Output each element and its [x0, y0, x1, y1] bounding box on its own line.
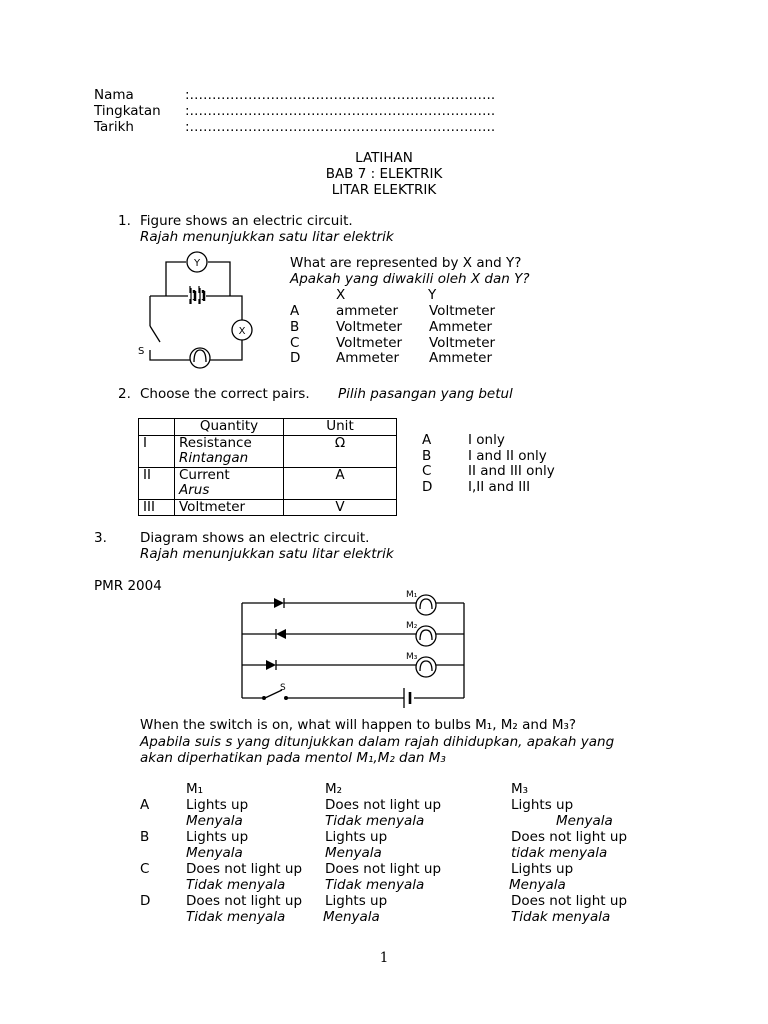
q3-option-m2-ms: Tidak menyala: [325, 813, 425, 829]
q1-label-s: S: [138, 346, 145, 357]
q3-label-s: S: [280, 683, 286, 693]
table-row: [139, 499, 397, 516]
q2-quantity-en: Current: [179, 466, 230, 483]
q3-option-m1-ms: Tidak menyala: [186, 877, 286, 893]
q3-option-m2-ms: Tidak menyala: [325, 877, 425, 893]
table-row: [139, 419, 397, 436]
q1-label-x: X: [238, 326, 246, 337]
q3-label-m3: M₃: [406, 652, 418, 662]
q3-option-m3-ms: Menyala: [556, 813, 613, 829]
field-label-tarikh: Tarikh: [94, 119, 134, 135]
q3-option-m3: Lights up: [511, 861, 574, 877]
q2-quantity-en: Resistance: [179, 434, 252, 451]
field-blank-tingkatan: :…………………………………………………………..: [185, 103, 496, 119]
title-litar: LITAR ELEKTRIK: [331, 182, 437, 198]
q2-option-text: I only: [468, 432, 505, 448]
q3-text-en: Diagram shows an electric circuit.: [140, 530, 370, 546]
q3-question-ms-2: akan diperhatikan pada mentol M₁,M₂ dan M₃: [140, 750, 446, 766]
q2-row-quantity: Voltmeter: [175, 499, 284, 516]
q2-option-text: I,II and III: [468, 479, 531, 495]
q1-option-y: Ammeter: [429, 350, 492, 366]
title-latihan: LATIHAN: [355, 150, 413, 166]
q3-option-m2-ms: Menyala: [323, 909, 380, 925]
q2-text-ms: Pilih pasangan yang betul: [338, 386, 513, 402]
q2-option-letter: A: [422, 432, 432, 448]
q1-option-x: Voltmeter: [336, 319, 403, 335]
q1-option-letter: D: [290, 350, 301, 366]
q2-row-unit: Ω: [284, 435, 397, 467]
q2-row-unit: V: [284, 499, 397, 516]
q1-col-y: Y: [428, 287, 437, 303]
q3-option-m1-ms: Menyala: [186, 813, 243, 829]
q1-option-y: Voltmeter: [429, 335, 496, 351]
q3-option-m2: Does not light up: [325, 797, 442, 813]
q3-option-m2: Lights up: [325, 829, 388, 845]
q1-circuit-diagram: [138, 246, 263, 370]
q3-option-m1-ms: Menyala: [186, 845, 243, 861]
q2-option-letter: B: [422, 448, 432, 464]
table-row: [139, 467, 397, 499]
q3-option-m3: Does not light up: [511, 893, 628, 909]
q3-question-en: When the switch is on, what will happen to bulbs M₁, M₂ and M₃?: [140, 717, 577, 733]
q1-option-letter: B: [290, 319, 300, 335]
q3-col-m3: M₃: [511, 781, 529, 797]
q1-col-x: X: [336, 287, 346, 303]
q3-col-m2: M₂: [325, 781, 343, 797]
q1-option-x: Ammeter: [336, 350, 399, 366]
q1-option-x: Voltmeter: [336, 335, 403, 351]
q2-option-text: II and III only: [468, 463, 555, 479]
q3-option-m2-ms: Menyala: [325, 845, 382, 861]
q3-option-letter: D: [140, 893, 151, 909]
q1-number: 1.: [118, 213, 131, 229]
q1-question-en: What are represented by X and Y?: [290, 255, 522, 271]
q3-option-m1: Does not light up: [186, 893, 303, 909]
q3-circuit-diagram: [236, 588, 472, 710]
q2-row-no: I: [139, 435, 175, 467]
q3-option-m3: Lights up: [511, 797, 574, 813]
q3-col-m1: M₁: [186, 781, 204, 797]
q3-option-letter: B: [140, 829, 150, 845]
q2-quantity-ms: Arus: [179, 482, 210, 498]
q2-row-quantity: [175, 467, 284, 499]
field-label-nama: Nama: [94, 87, 134, 103]
q2-row-no: III: [139, 499, 175, 516]
q1-option-letter: C: [290, 335, 300, 351]
q2-quantity-ms: Rintangan: [179, 450, 249, 466]
q3-label-m1: M₁: [406, 590, 418, 600]
q2-option-letter: C: [422, 463, 432, 479]
table-row: [139, 435, 397, 467]
q3-question-ms-1: Apabila suis s yang ditunjukkan dalam rajah dihidupkan, apakah yang: [140, 734, 615, 750]
q1-label-y: Y: [193, 258, 201, 269]
q3-option-m3-ms: Menyala: [509, 877, 566, 893]
field-blank-nama: :…………………………………………………………..: [185, 87, 496, 103]
q3-option-m3-ms: Tidak menyala: [511, 909, 611, 925]
q1-text-en: Figure shows an electric circuit.: [140, 213, 353, 229]
q3-option-m2: Does not light up: [325, 861, 442, 877]
q1-option-y: Ammeter: [429, 319, 492, 335]
q2-text-en: Choose the correct pairs.: [140, 386, 310, 402]
q2-header-unit: Unit: [284, 419, 397, 436]
q2-row-no: II: [139, 467, 175, 499]
q1-question-ms: Apakah yang diwakili oleh X dan Y?: [290, 271, 530, 287]
q3-option-letter: A: [140, 797, 150, 813]
title-bab: BAB 7 : ELEKTRIK: [325, 166, 443, 182]
q1-text-ms: Rajah menunjukkan satu litar elektrik: [140, 229, 394, 245]
q3-source: PMR 2004: [94, 578, 162, 594]
field-blank-tarikh: :…………………………………………………………..: [185, 119, 496, 135]
table-cell: [139, 419, 175, 436]
q3-option-m1: Lights up: [186, 829, 249, 845]
q1-option-letter: A: [290, 303, 300, 319]
q3-option-m3-ms: tidak menyala: [511, 845, 608, 861]
q3-option-m2: Lights up: [325, 893, 388, 909]
q3-option-m1: Does not light up: [186, 861, 303, 877]
q2-row-quantity: [175, 435, 284, 467]
q3-number: 3.: [94, 530, 107, 546]
q2-option-letter: D: [422, 479, 433, 495]
q3-label-m2: M₂: [406, 621, 418, 631]
q1-option-x: ammeter: [336, 303, 399, 319]
q3-option-m3: Does not light up: [511, 829, 628, 845]
q3-option-m1: Lights up: [186, 797, 249, 813]
q3-option-m1-ms: Tidak menyala: [186, 909, 286, 925]
field-label-tingkatan: Tingkatan: [94, 103, 161, 119]
q3-text-ms: Rajah menunjukkan satu litar elektrik: [140, 546, 394, 562]
page-number: 1: [379, 950, 389, 966]
q2-row-unit: A: [284, 467, 397, 499]
q2-option-text: I and II only: [468, 448, 547, 464]
q1-option-y: Voltmeter: [429, 303, 496, 319]
q2-number: 2.: [118, 386, 131, 402]
q2-header-quantity: Quantity: [175, 419, 284, 436]
q3-option-letter: C: [140, 861, 150, 877]
q2-table: [138, 418, 397, 516]
